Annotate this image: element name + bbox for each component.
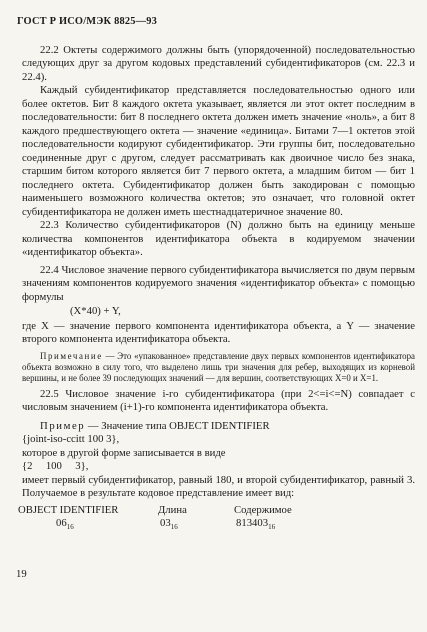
clause-22-2-continued: Каждый субидентификатор представляется последовательностью одного или более октетов. Бит 8 каждого октета указывает, является ли этот октет последним в последовательности: бит 8 последнего октета должен иметь значение «ноль», а бит 8 каждого предшествующего октета — значение «единица». Битами 7—1 октетов этой последовательности кодируют субидентификатор. Эти группы бит, последовательно соединенные друг с другом, следует рассматривать как двоичное число без знака, старшим битом которого является бит 7 первого октета, а младшим битом — бит 1 последнего октета. Субидентификатор должен быть закодирован с помощью наименьшего возможного количества октетов; это означает, что головной октет субидентификатора не должен иметь шестнадцатеричное значение 80. <box>22 84 415 218</box>
note-text: — Это «упакованное» представление двух первых компонентов идентификатора объекта возможно в силу того, что выделено лишь три значения для ребер, выходящих из корневой вершины, и не более 39 последующих значений — для вершин, соответствующих X=0 и X=1. <box>22 350 415 383</box>
encoding-header-row <box>18 504 415 518</box>
header-length: Длина <box>158 503 187 516</box>
formula: (X*40) + Y, <box>70 305 121 317</box>
note <box>22 351 415 384</box>
example-explanation: имеет первый субидентификатор, равный 180, и второй субидентификатор, равный 3. Получаемое в результате кодовое представление имеет вид: <box>22 473 415 499</box>
example-heading <box>22 420 415 434</box>
document-header: ГОСТ Р ИСО/МЭК 8825—93 <box>17 16 158 27</box>
example-intro: — Значение типа OBJECT IDENTIFIER <box>85 419 270 432</box>
example-label: Пример <box>40 419 86 432</box>
formula-explanation: где X — значение первого компонента идентификатора объекта, а Y — значение второго компонента идентификатора объекта. <box>22 319 415 345</box>
clause-22-4: 22.4 Числовое значение первого субидентификатора вычисляется по двум первым значениям компонентов кодируемого значения «идентификатор объекта» с помощью формулы <box>22 263 415 303</box>
note-label: Примечание <box>40 350 103 361</box>
example-other-form: которое в другой форме записывается в виде <box>22 446 226 459</box>
example-value: {joint-iso-ccitt 100 3}, <box>22 433 120 445</box>
page-number: 19 <box>16 568 27 580</box>
clause-22-3: 22.3 Количество субидентификаторов (N) должно быть на единицу меньше количества компонентов идентификатора объекта в кодируемом значении «идентификатор объекта». <box>22 219 415 258</box>
value-identifier-octet: $06_{16}$ <box>56 517 74 532</box>
clause-22-5: 22.5 Числовое значение i-го субидентификатора (при 2<=i<=N) совпадает с числовым значением (i+1)-го компонента идентификатора объекта. <box>22 387 415 413</box>
clause-22-2: 22.2 Октеты содержимого должны быть (упорядоченной) последовательностью следующих друг за другом кодовых представлений субидентификаторов (см. 22.3 и 22.4). <box>22 43 415 83</box>
value-length-octet: $03_{16}$ <box>160 517 178 532</box>
example-numbers: {2 100 3}, <box>22 460 89 472</box>
header-contents: Содержимое <box>234 503 292 516</box>
encoding-values-row <box>18 517 415 535</box>
value-contents-octets: $813403_{16}$ <box>236 517 276 532</box>
header-object-identifier: OBJECT IDENTIFIER <box>18 503 119 516</box>
